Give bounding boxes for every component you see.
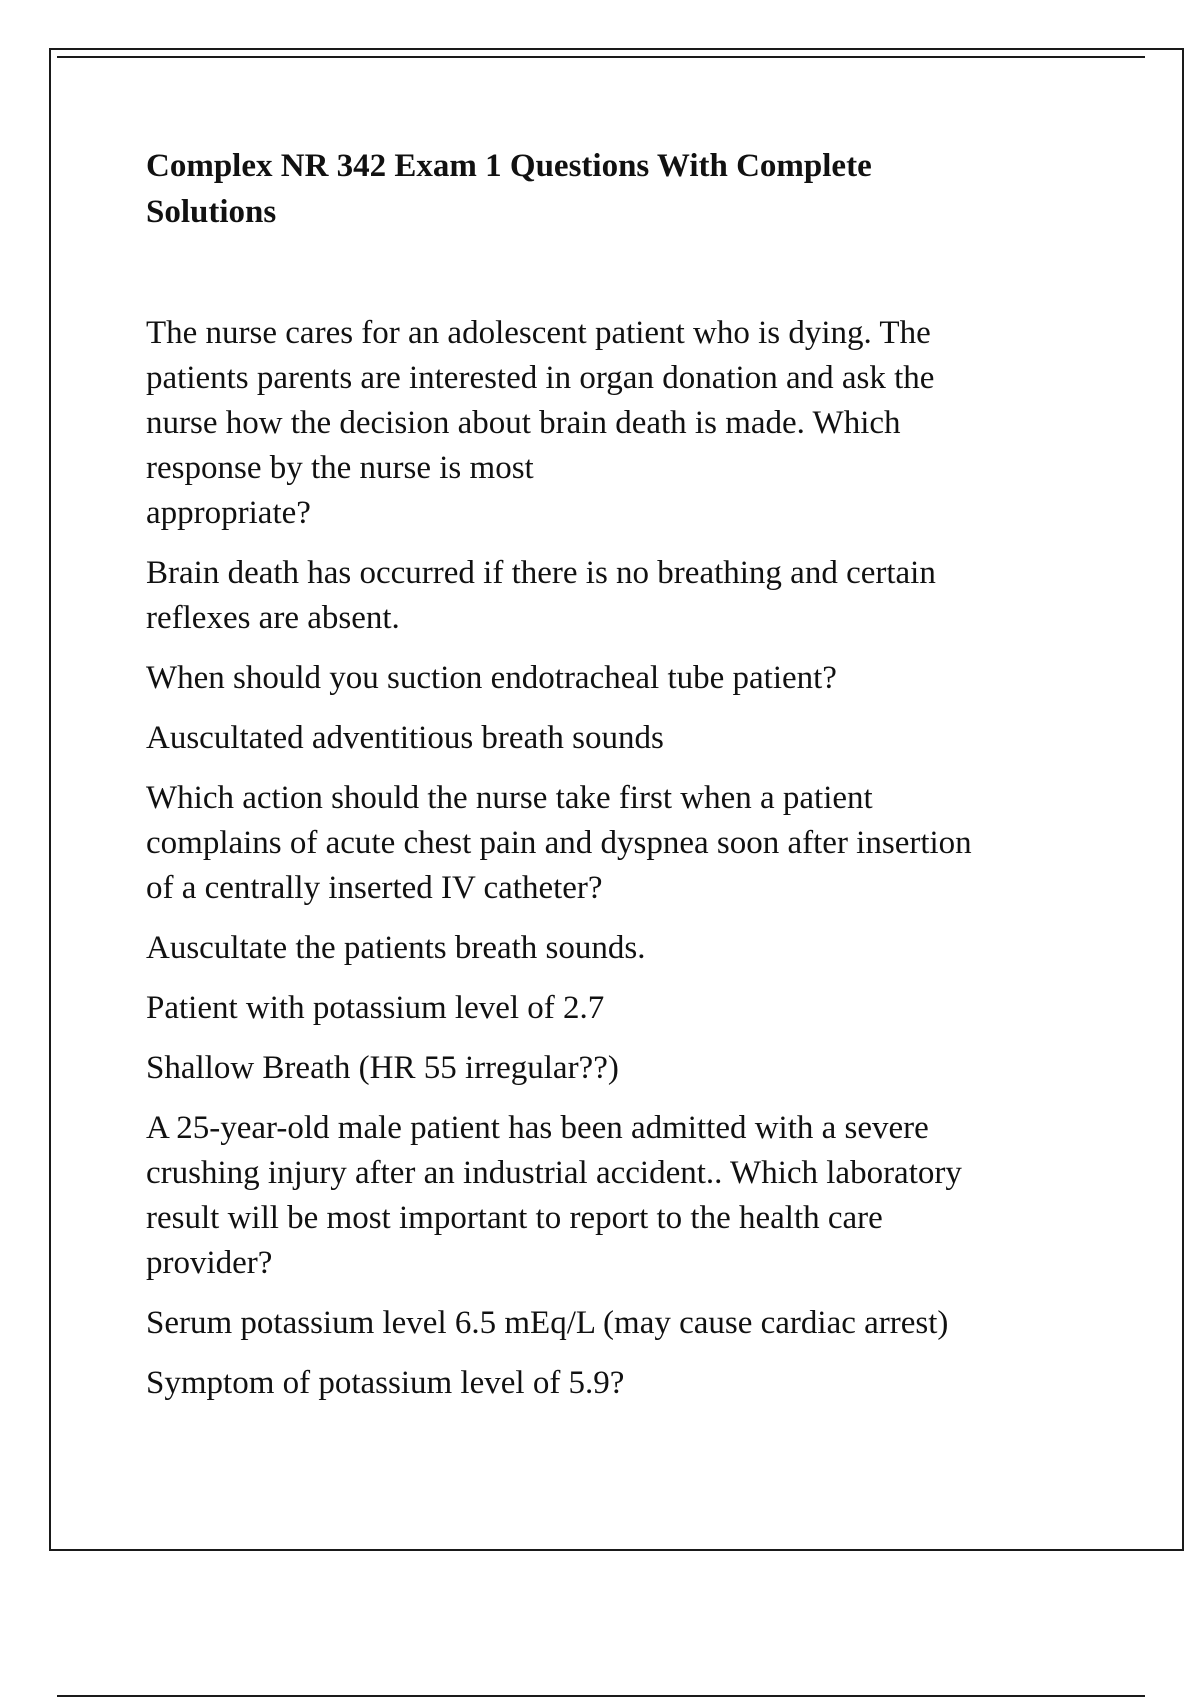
answer-line: Shallow Breath (HR 55 irregular??) <box>146 1050 619 1086</box>
question-line: The nurse cares for an adolescent patient who is dying. The <box>146 315 931 351</box>
question-line: result will be most important to report to the health care <box>146 1200 883 1236</box>
answer-line: Serum potassium level 6.5 mEq/L (may cause cardiac arrest) <box>146 1305 949 1341</box>
answer-text <box>146 716 1086 761</box>
question-line: When should you suction endotracheal tube patient? <box>146 660 837 696</box>
question-line: nurse how the decision about brain death is made. Which <box>146 405 901 441</box>
document-title-line: Solutions <box>146 194 277 230</box>
question-line: response by the nurse is most <box>146 450 534 486</box>
question-text <box>146 311 1086 536</box>
question-line: appropriate? <box>146 495 311 531</box>
answer-text <box>146 551 1086 641</box>
bottom-rule <box>57 1695 1145 1697</box>
question-text <box>146 656 1086 701</box>
qa-list <box>146 311 1086 1406</box>
question-text <box>146 1106 1086 1286</box>
question-line: complains of acute chest pain and dyspnea soon after insertion <box>146 825 972 861</box>
question-line: crushing injury after an industrial accident.. Which laboratory <box>146 1155 962 1191</box>
question-line: Symptom of potassium level of 5.9? <box>146 1365 625 1401</box>
question-line: Patient with potassium level of 2.7 <box>146 990 605 1026</box>
answer-line: reflexes are absent. <box>146 600 400 636</box>
document-content <box>146 143 1086 1421</box>
question-line: A 25-year-old male patient has been admitted with a severe <box>146 1110 929 1146</box>
answer-line: Brain death has occurred if there is no breathing and certain <box>146 555 936 591</box>
question-line: provider? <box>146 1245 273 1281</box>
question-line: Which action should the nurse take first when a patient <box>146 780 873 816</box>
question-text <box>146 1361 1086 1406</box>
question-line: patients parents are interested in organ donation and ask the <box>146 360 935 396</box>
answer-text <box>146 926 1086 971</box>
question-text <box>146 986 1086 1031</box>
question-line: of a centrally inserted IV catheter? <box>146 870 603 906</box>
question-text <box>146 776 1086 911</box>
document-title <box>146 143 966 235</box>
answer-line: Auscultate the patients breath sounds. <box>146 930 646 966</box>
answer-text <box>146 1046 1086 1091</box>
document-title-line: Complex NR 342 Exam 1 Questions With Complete <box>146 148 872 184</box>
answer-text <box>146 1301 1086 1346</box>
answer-line: Auscultated adventitious breath sounds <box>146 720 664 756</box>
